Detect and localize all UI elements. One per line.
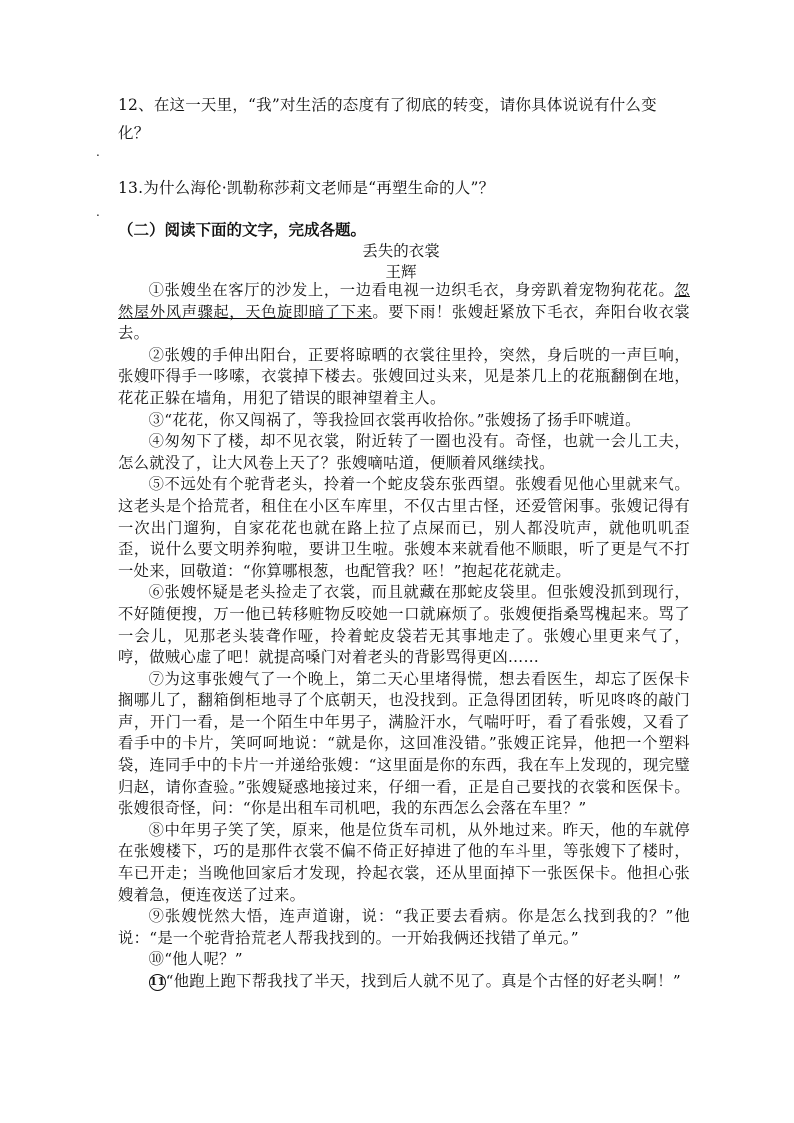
story-author: 王辉 [385, 263, 417, 281]
paragraph-number-11: 11 [149, 974, 166, 991]
section-heading: （二）阅读下面的文字，完成各题。 [118, 220, 367, 239]
answer-dot: . [96, 205, 100, 219]
underlined-sentence: 忽然屋外风声骤起，天色旋即暗了下来 [118, 281, 690, 321]
paragraph-3: ③“花花，你又闯祸了，等我捡回衣裳再收拾你。”张嫂扬了扬手吓唬道。 [148, 410, 641, 429]
paragraph-4: ④匆匆下了楼，却不见衣裳，附近转了一圈也没有。奇怪，也就一会儿工夫，怎么就没了，让大风卷上天了？张嫂嘀咕道，便顺着风继续找。 [118, 432, 690, 472]
paragraph-1-start: ①张嫂坐在客厅的沙发上，一边看电视一边织毛衣，身旁趴着宠物狗花花。 [148, 281, 675, 299]
paragraph-6: ⑥张嫂怀疑是老头捡走了衣裳，而且就藏在那蛇皮袋里。但张嫂没抓到现行，不好随便搜，万一他已转移赃物反咬她一口就麻烦了。张嫂便指桑骂槐起来。骂了一会儿，见那老头装聋作哑，拎着蛇皮袋若无其事地走了。张嫂心里更来气了，哼，做贼心虚了吧！就提高嗓门对着老头的背影骂得更凶…… [118, 583, 690, 667]
story-title: 丢失的衣裳 [362, 242, 440, 260]
paragraph-8: ⑧中年男子笑了笑，原来，他是位货车司机，从外地过来。昨天，他的车就停在张嫂楼下，巧的是那件衣裳不偏不倚正好掉进了他的车斗里，等张嫂下了楼时，车已开走；当晚他回家后才发现，拎起衣裳，还从里面掉下一张医保卡。他担心张嫂着急，便连夜送了过来。 [118, 820, 690, 904]
paragraph-7: ⑦为这事张嫂气了一个晚上，第二天心里堵得慌，想去看医生，却忘了医保卡搁哪儿了，翻箱倒柜地寻了个底朝天，也没找到。正急得团团转，听见咚咚的敲门声，开门一看，是一个陌生中年男子，满脸汗水，气喘吁吁，看了看张嫂，又看了看手中的卡片，笑呵呵地说：“就是你，这回准没错。”张嫂正诧异，他把一个塑料袋，连同手中的卡片一并递给张嫂：“这里面是你的东西，我在车上发现的，现完璧归赵，请你查验。”张嫂疑惑地接过来，仔细一看，正是自己要找的衣裳和医保卡。张嫂很奇怪，问：“你是出租车司机吧，我的东西怎么会落在车里？” [118, 669, 690, 818]
paragraph-11-text: “他跑上跑下帮我找了半天，找到后人就不见了。真是个古怪的好老头啊！” [165, 972, 681, 990]
paragraph-5: ⑤不远处有个驼背老头，拎着一个蛇皮袋东张西望。张嫂看见他心里就来气。这老头是个拾荒者，租住在小区车库里，不仅古里古怪，还爱管闲事。张嫂记得有一次出门遛狗，自家花花也就在路上拉了点屎而已，别人都没吭声，就他叽叽歪歪，说什么要文明养狗啦，要讲卫生啦。张嫂本来就看他不顺眼，听了更是气不打一处来，回敬道：“你算哪根葱，也配管我？呸！”抱起花花就走。 [118, 475, 690, 580]
answer-dot: . [96, 145, 100, 159]
paragraph-2: ②张嫂的手伸出阳台，正要将晾晒的衣裳往里拎，突然，身后咣的一声巨响，张嫂吓得手一哆嗦，衣裳掉下楼去。张嫂回过头来，见是茶几上的花瓶翻倒在地，花花正躲在墙角，用犯了错误的眼神望着主人。 [118, 345, 690, 407]
paragraph-1 [118, 280, 690, 345]
paragraph-10: ⑩“他人呢？” [148, 950, 243, 969]
question-12: 12、在这一天里，“我”对生活的态度有了彻底的转变，请你具体说说有什么变化？ [118, 96, 657, 142]
question-13: 13.为什么海伦·凯勒称莎莉文老师是“再塑生命的人”？ [118, 179, 495, 197]
paragraph-9: ⑨张嫂恍然大悟，连声道谢，说：“我正要去看病。你是怎么找到我的？”他说：“是一个驼背拾荒老人帮我找到的。一开始我俩还找错了单元。” [118, 907, 690, 947]
paragraph-1-end: 。要下雨！张嫂赶紧放下毛衣，奔阳台收衣裳去。 [118, 302, 690, 343]
story-body [118, 280, 690, 993]
paragraph-11 [118, 971, 690, 993]
